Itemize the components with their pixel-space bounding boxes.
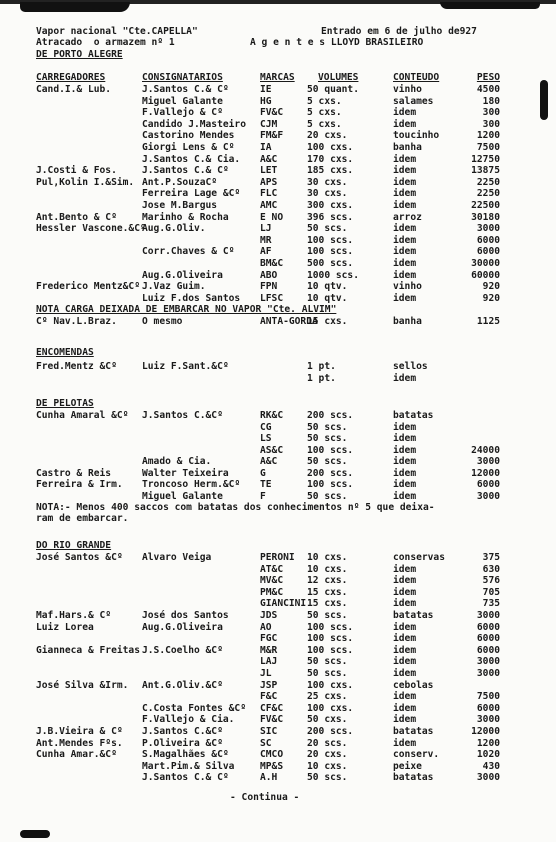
rio-grande-row-conteudo: peixe — [393, 760, 422, 772]
porto-alegre-row-conteudo: banha — [393, 142, 422, 153]
pelotas-row-volumes: 100 scs. — [307, 444, 354, 456]
porto-alegre-row-peso: 3000 — [476, 223, 500, 235]
porto-alegre-row-conteudo: idem — [393, 118, 417, 130]
rio-grande-row-carregador: J.B.Vieira & Cº — [36, 726, 123, 737]
porto-alegre-row-marca: AF — [260, 246, 272, 258]
rio-grande-row-marca: F&C — [260, 691, 278, 703]
pelotas-row-peso: 3000 — [476, 456, 500, 467]
rio-grande-row-conteudo: idem — [393, 621, 417, 633]
porto-alegre-row-volumes: 170 cxs. — [307, 153, 354, 165]
nota-carga-title: NOTA CARGA DEIXADA DE EMBARCAR NO VAPOR "Cte. ALVIM" — [36, 304, 337, 316]
rio-grande-row-conteudo: idem — [393, 691, 417, 703]
porto-alegre-row-peso: 13875 — [471, 165, 500, 177]
pelotas-row-consignatario: J.Santos C.&Cº — [142, 410, 223, 421]
porto-alegre-row-conteudo: idem — [393, 107, 417, 119]
rio-grande-row-peso: 3000 — [476, 668, 500, 679]
porto-alegre-row-volumes: 300 cxs. — [307, 200, 354, 211]
rio-grande-row-conteudo: idem — [393, 563, 417, 575]
rio-grande-row-conteudo: cebolas — [393, 679, 434, 691]
porto-alegre-row-conteudo: idem — [393, 153, 417, 165]
pelotas-row-conteudo: idem — [393, 490, 417, 502]
rio-grande-row-volumes: 100 cxs. — [307, 702, 354, 714]
porto-alegre-row-marca: FPN — [260, 281, 278, 293]
rio-grande-row-consignatario: S.Magalhães &Cº — [142, 749, 229, 761]
porto-alegre-row-conteudo: vinho — [393, 281, 422, 293]
pelotas-row-volumes: 50 scs. — [307, 490, 348, 502]
rio-grande-row-volumes: 50 scs. — [307, 656, 348, 668]
porto-alegre-row-marca: LJ — [260, 223, 272, 235]
porto-alegre-row-volumes: 100 scs. — [307, 246, 354, 258]
rio-grande-row-carregador: José Silva &Irm. — [36, 679, 129, 691]
rio-grande-row-conteudo: idem — [393, 633, 417, 645]
nota-carga-row-conteudo: banha — [393, 316, 422, 328]
rio-grande-row-marca: AT&C — [260, 563, 284, 575]
porto-alegre-row-consignatario: Aug.G.Oliveira — [142, 269, 223, 281]
rio-grande-row-consignatario: Aug.G.Oliveira — [142, 621, 223, 633]
porto-alegre-row-peso: 22500 — [471, 200, 500, 211]
porto-alegre-row-conteudo: idem — [393, 165, 417, 177]
rio-grande-row-marca: MV&C — [260, 575, 284, 587]
nota-carga-row-carregador: Cº Nav.L.Braz. — [36, 316, 117, 328]
nota-carga-row-peso: 1125 — [476, 316, 500, 328]
porto-alegre-row-volumes: 30 cxs. — [307, 176, 348, 188]
rio-grande-row-volumes: 200 scs. — [307, 726, 354, 737]
pelotas-row-conteudo: idem — [393, 433, 417, 444]
porto-alegre-row-marca: MR — [260, 234, 272, 246]
rio-grande-row-volumes: 100 scs. — [307, 633, 354, 645]
rio-grande-row-marca: JL — [260, 668, 272, 679]
porto-alegre-row-marca: ABO — [260, 269, 278, 281]
porto-alegre-row-consignatario: Jose M.Bargus — [142, 200, 218, 211]
rio-grande-row-consignatario: J.S.Coelho &Cº — [142, 644, 223, 656]
porto-alegre-row-peso: 30180 — [471, 211, 500, 223]
rio-grande-row-peso: 1200 — [476, 737, 500, 749]
pelotas-row-volumes: 50 scs. — [307, 421, 348, 433]
porto-alegre-row-conteudo: idem — [393, 258, 417, 269]
porto-alegre-row-conteudo: idem — [393, 234, 417, 246]
entry-date: Entrado em 6 de julho de927 — [321, 26, 477, 37]
rio-grande-row-volumes: 50 cxs. — [307, 714, 348, 726]
rio-grande-row-marca: AO — [260, 621, 272, 633]
rio-grande-row-peso: 6000 — [476, 633, 500, 645]
rio-grande-row-peso: 1020 — [476, 749, 500, 761]
pelotas-row-conteudo: idem — [393, 479, 417, 490]
origin-porto-alegre: DE PORTO ALEGRE — [36, 49, 123, 60]
column-header-peso: PESO — [476, 72, 500, 83]
encomendas-row-volumes: 1 pt. — [307, 361, 336, 372]
rio-grande-row-peso: 6000 — [476, 702, 500, 714]
rio-grande-row-marca: SIC — [260, 726, 278, 737]
porto-alegre-row-marca: E NO — [260, 211, 284, 223]
rio-grande-row-carregador: Luiz Lorea — [36, 621, 94, 633]
rio-grande-row-marca: CMCO — [260, 749, 284, 761]
porto-alegre-row-volumes: 30 cxs. — [307, 188, 348, 200]
pelotas-row-marca: F — [260, 490, 266, 502]
porto-alegre-row-volumes: 50 quant. — [307, 84, 359, 95]
porto-alegre-row-marca: APS — [260, 176, 278, 188]
rio-grande-row-consignatario: Ant.G.Oliv.&Cº — [142, 679, 223, 691]
porto-alegre-row-conteudo: idem — [393, 223, 417, 235]
porto-alegre-row-peso: 2250 — [476, 188, 500, 200]
rio-grande-row-conteudo: idem — [393, 598, 417, 610]
porto-alegre-row-carregador: Cand.I.& Lub. — [36, 84, 112, 95]
porto-alegre-row-volumes: 5 cxs. — [307, 107, 342, 119]
column-header-marca: MARCAS — [260, 72, 295, 83]
porto-alegre-row-marca: IE — [260, 84, 272, 95]
porto-alegre-row-consignatario: Ant.P.SouzaCº — [142, 176, 218, 188]
pelotas-row-consignatario: Amado & Cia. — [142, 456, 212, 467]
rio-grande-row-volumes: 50 scs. — [307, 772, 348, 784]
porto-alegre-row-volumes: 50 scs. — [307, 223, 348, 235]
porto-alegre-row-consignatario: Castorino Mendes — [142, 130, 235, 142]
porto-alegre-row-conteudo: vinho — [393, 84, 422, 95]
porto-alegre-row-volumes: 5 cxs. — [307, 118, 342, 130]
porto-alegre-row-peso: 180 — [482, 95, 500, 107]
rio-grande-row-volumes: 15 cxs. — [307, 586, 348, 598]
pelotas-row-marca: A&C — [260, 456, 278, 467]
rio-grande-row-consignatario: Mart.Pim.& Silva — [142, 760, 235, 772]
pelotas-nota: NOTA:- Menos 400 saccos com batatas dos conhecimentos nº 5 que deixa- — [36, 502, 435, 513]
rio-grande-row-consignatario: J.Santos C.&Cº — [142, 726, 223, 737]
porto-alegre-row-consignatario: J.Santos C.& Cia. — [142, 153, 241, 165]
rio-grande-row-volumes: 50 scs. — [307, 668, 348, 679]
rio-grande-row-marca: JSP — [260, 679, 278, 691]
section-encomendas: ENCOMENDAS — [36, 347, 94, 358]
porto-alegre-row-peso: 1200 — [476, 130, 500, 142]
pelotas-row-conteudo: idem — [393, 467, 417, 479]
rio-grande-row-peso: 3000 — [476, 656, 500, 668]
porto-alegre-row-marca: AMC — [260, 200, 278, 211]
rio-grande-row-peso: 576 — [482, 575, 500, 587]
pelotas-row-conteudo: idem — [393, 444, 417, 456]
porto-alegre-row-carregador: Frederico Mentz&Cº — [36, 281, 140, 293]
pelotas-row-marca: TE — [260, 479, 272, 490]
porto-alegre-row-marca: HG — [260, 95, 272, 107]
rio-grande-row-carregador: Cunha Amar.&Cº — [36, 749, 117, 761]
porto-alegre-row-marca: A&C — [260, 153, 278, 165]
pelotas-row-peso: 24000 — [471, 444, 500, 456]
porto-alegre-row-peso: 60000 — [471, 269, 500, 281]
pelotas-row-marca: RK&C — [260, 410, 284, 421]
pelotas-nota-cont: ram de embarcar. — [36, 513, 129, 524]
rio-grande-row-peso: 3000 — [476, 610, 500, 621]
porto-alegre-row-volumes: 5 cxs. — [307, 95, 342, 107]
porto-alegre-row-consignatario: Miguel Galante — [142, 95, 223, 107]
rio-grande-row-conteudo: idem — [393, 644, 417, 656]
porto-alegre-row-marca: CJM — [260, 118, 278, 130]
rio-grande-row-volumes: 100 scs. — [307, 644, 354, 656]
porto-alegre-row-marca: FV&C — [260, 107, 284, 119]
rio-grande-row-conteudo: idem — [393, 656, 417, 668]
rio-grande-row-conteudo: batatas — [393, 610, 434, 621]
porto-alegre-row-marca: BM&C — [260, 258, 284, 269]
rio-grande-row-conteudo: idem — [393, 737, 417, 749]
nota-carga-row-marca: ANTA-GORDA — [260, 316, 318, 328]
porto-alegre-row-conteudo: arroz — [393, 211, 422, 223]
pelotas-row-peso: 12000 — [471, 467, 500, 479]
rio-grande-row-volumes: 20 scs. — [307, 737, 348, 749]
rio-grande-row-peso: 3000 — [476, 772, 500, 784]
porto-alegre-row-consignatario: Marinho & Rocha — [142, 211, 229, 223]
rio-grande-row-conteudo: batatas — [393, 772, 434, 784]
porto-alegre-row-peso: 920 — [482, 281, 500, 293]
porto-alegre-row-volumes: 10 qtv. — [307, 281, 348, 293]
porto-alegre-row-volumes: 100 scs. — [307, 234, 354, 246]
rio-grande-row-peso: 430 — [482, 760, 500, 772]
porto-alegre-row-peso: 920 — [482, 292, 500, 304]
porto-alegre-row-peso: 7500 — [476, 142, 500, 153]
porto-alegre-row-carregador: Pul,Kolin I.&Sim. — [36, 176, 135, 188]
rio-grande-row-peso: 375 — [482, 552, 500, 563]
pelotas-row-conteudo: batatas — [393, 410, 434, 421]
nota-carga-row-volumes: 15 cxs. — [307, 316, 348, 328]
nota-carga-row-consignatario: O mesmo — [142, 316, 183, 328]
porto-alegre-row-consignatario: J.Santos C.& Cº — [142, 165, 229, 177]
pelotas-row-carregador: Cunha Amaral &Cº — [36, 410, 129, 421]
column-header-carregador: CARREGADORES — [36, 72, 106, 83]
rio-grande-row-consignatario: P.Oliveira &Cº — [142, 737, 223, 749]
scan-edge-topright — [440, 2, 540, 9]
pelotas-row-marca: CG — [260, 421, 272, 433]
encomendas-row-carregador: Fred.Mentz &Cº — [36, 361, 117, 372]
column-header-conteudo: CONTEUDO — [393, 72, 440, 83]
rio-grande-row-peso: 6000 — [476, 644, 500, 656]
pelotas-row-volumes: 50 scs. — [307, 456, 348, 467]
pelotas-row-consignatario: Walter Teixeira — [142, 467, 229, 479]
porto-alegre-row-consignatario: Aug.G.Oliv. — [142, 223, 206, 235]
porto-alegre-row-peso: 12750 — [471, 153, 500, 165]
rio-grande-row-carregador: Maf.Hars.& Cº — [36, 610, 112, 621]
rio-grande-row-conteudo: conservas — [393, 552, 445, 563]
pelotas-row-consignatario: Miguel Galante — [142, 490, 223, 502]
rio-grande-row-marca: JDS — [260, 610, 278, 621]
porto-alegre-row-carregador: Ant.Bento & Cº — [36, 211, 117, 223]
rio-grande-row-volumes: 10 cxs. — [307, 563, 348, 575]
rio-grande-row-carregador: Ant.Mendes Fºs. — [36, 737, 123, 749]
porto-alegre-row-carregador: J.Costi & Fos. — [36, 165, 117, 177]
rio-grande-row-conteudo: batatas — [393, 726, 434, 737]
porto-alegre-row-volumes: 1000 scs. — [307, 269, 359, 281]
encomendas-row-volumes: 1 pt. — [307, 372, 336, 384]
porto-alegre-row-consignatario: Luiz F.dos Santos — [142, 292, 241, 304]
rio-grande-row-consignatario: J.Santos C.& Cº — [142, 772, 229, 784]
rio-grande-row-carregador: José Santos &Cº — [36, 552, 123, 563]
rio-grande-row-peso: 630 — [482, 563, 500, 575]
pelotas-row-marca: LS — [260, 433, 272, 444]
rio-grande-row-volumes: 12 cxs. — [307, 575, 348, 587]
rio-grande-row-volumes: 20 cxs. — [307, 749, 348, 761]
rio-grande-row-consignatario: C.Costa Fontes &Cº — [142, 702, 246, 714]
rio-grande-row-conteudo: idem — [393, 575, 417, 587]
rio-grande-row-conteudo: conserv. — [393, 749, 440, 761]
rio-grande-row-marca: CF&C — [260, 702, 284, 714]
rio-grande-row-carregador: Gianneca & Freitas — [36, 644, 140, 656]
agents: A g e n t e s LLOYD BRASILEIRO — [250, 37, 424, 48]
pelotas-row-marca: AS&C — [260, 444, 284, 456]
porto-alegre-row-carregador: Hessler Vascone.&Cº — [36, 223, 146, 235]
rio-grande-row-marca: GIANCINI — [260, 598, 307, 610]
porto-alegre-row-volumes: 396 scs. — [307, 211, 354, 223]
rio-grande-row-conteudo: idem — [393, 586, 417, 598]
rio-grande-row-volumes: 100 cxs. — [307, 679, 354, 691]
rio-grande-row-peso: 7500 — [476, 691, 500, 703]
scan-mark-right — [540, 80, 548, 120]
porto-alegre-row-conteudo: toucinho — [393, 130, 440, 142]
porto-alegre-row-conteudo: idem — [393, 292, 417, 304]
porto-alegre-row-conteudo: idem — [393, 188, 417, 200]
porto-alegre-row-peso: 6000 — [476, 246, 500, 258]
porto-alegre-row-volumes: 20 cxs. — [307, 130, 348, 142]
continua-footer: - Continua - — [230, 792, 300, 803]
pelotas-row-conteudo: idem — [393, 421, 417, 433]
rio-grande-row-marca: SC — [260, 737, 272, 749]
section-pelotas: DE PELOTAS — [36, 398, 94, 409]
scan-edge-topleft — [20, 2, 130, 12]
pelotas-row-volumes: 200 scs. — [307, 410, 354, 421]
rio-grande-row-peso: 6000 — [476, 621, 500, 633]
pelotas-row-volumes: 50 scs. — [307, 433, 348, 444]
porto-alegre-row-volumes: 500 scs. — [307, 258, 354, 269]
pelotas-row-marca: G — [260, 467, 266, 479]
porto-alegre-row-peso: 2250 — [476, 176, 500, 188]
rio-grande-row-marca: A.H — [260, 772, 278, 784]
pelotas-row-peso: 3000 — [476, 490, 500, 502]
encomendas-row-consignatario: Luiz F.Sant.&Cº — [142, 361, 229, 372]
porto-alegre-row-consignatario: J.Vaz Guim. — [142, 281, 206, 293]
rio-grande-row-consignatario: José dos Santos — [142, 610, 229, 621]
rio-grande-row-marca: M&R — [260, 644, 278, 656]
rio-grande-row-conteudo: idem — [393, 668, 417, 679]
encomendas-row-conteudo: sellos — [393, 361, 428, 372]
rio-grande-row-volumes: 10 cxs. — [307, 760, 348, 772]
rio-grande-row-marca: LAJ — [260, 656, 278, 668]
pelotas-row-volumes: 100 scs. — [307, 479, 354, 490]
rio-grande-row-peso: 3000 — [476, 714, 500, 726]
pelotas-row-carregador: Castro & Reis — [36, 467, 112, 479]
berth-info: Atracado o armazem nº 1 — [36, 37, 175, 48]
pelotas-row-volumes: 200 scs. — [307, 467, 354, 479]
porto-alegre-row-peso: 30000 — [471, 258, 500, 269]
encomendas-row-conteudo: idem — [393, 372, 417, 384]
porto-alegre-row-marca: FLC — [260, 188, 278, 200]
rio-grande-row-volumes: 10 cxs. — [307, 552, 348, 563]
porto-alegre-row-marca: FM&F — [260, 130, 284, 142]
porto-alegre-row-conteudo: idem — [393, 246, 417, 258]
rio-grande-row-volumes: 15 cxs. — [307, 598, 348, 610]
rio-grande-row-consignatario: F.Vallejo & Cia. — [142, 714, 235, 726]
rio-grande-row-conteudo: idem — [393, 702, 417, 714]
porto-alegre-row-volumes: 10 qtv. — [307, 292, 348, 304]
scan-mark-bottom — [20, 830, 50, 838]
column-header-volumes: VOLUMES — [318, 72, 359, 83]
rio-grande-row-volumes: 50 scs. — [307, 610, 348, 621]
porto-alegre-row-marca: LFSC — [260, 292, 284, 304]
pelotas-row-peso: 6000 — [476, 479, 500, 490]
rio-grande-row-peso: 735 — [482, 598, 500, 610]
porto-alegre-row-conteudo: salames — [393, 95, 434, 107]
rio-grande-row-conteudo: idem — [393, 714, 417, 726]
porto-alegre-row-peso: 6000 — [476, 234, 500, 246]
rio-grande-row-peso: 12000 — [471, 726, 500, 737]
pelotas-row-consignatario: Troncoso Herm.&Cº — [142, 479, 241, 490]
porto-alegre-row-peso: 300 — [482, 107, 500, 119]
rio-grande-row-marca: MP&S — [260, 760, 284, 772]
porto-alegre-row-marca: IA — [260, 142, 272, 153]
rio-grande-row-marca: PERONI — [260, 552, 295, 563]
column-header-consignatario: CONSIGNATARIOS — [142, 72, 223, 83]
porto-alegre-row-consignatario: Candido J.Masteiro — [142, 118, 246, 130]
section-rio-grande: DO RIO GRANDE — [36, 540, 112, 551]
rio-grande-row-peso: 705 — [482, 586, 500, 598]
porto-alegre-row-consignatario: Ferreira Lage &Cº — [142, 188, 241, 200]
porto-alegre-row-consignatario: Giorgi Lens & Cº — [142, 142, 235, 153]
rio-grande-row-marca: FGC — [260, 633, 278, 645]
rio-grande-row-volumes: 25 cxs. — [307, 691, 348, 703]
porto-alegre-row-volumes: 185 cxs. — [307, 165, 354, 177]
pelotas-row-conteudo: idem — [393, 456, 417, 467]
porto-alegre-row-conteudo: idem — [393, 269, 417, 281]
porto-alegre-row-consignatario: Corr.Chaves & Cº — [142, 246, 235, 258]
porto-alegre-row-volumes: 100 cxs. — [307, 142, 354, 153]
rio-grande-row-marca: FV&C — [260, 714, 284, 726]
rio-grande-row-marca: PM&C — [260, 586, 284, 598]
vessel-name: Vapor nacional "Cte.CAPELLA" — [36, 26, 198, 37]
porto-alegre-row-conteudo: idem — [393, 176, 417, 188]
pelotas-row-carregador: Ferreira & Irm. — [36, 479, 123, 490]
porto-alegre-row-conteudo: idem — [393, 200, 417, 211]
porto-alegre-row-consignatario: J.Santos C.& Cº — [142, 84, 229, 95]
porto-alegre-row-peso: 4500 — [476, 84, 500, 95]
porto-alegre-row-peso: 300 — [482, 118, 500, 130]
rio-grande-row-consignatario: Alvaro Veiga — [142, 552, 212, 563]
porto-alegre-row-marca: LET — [260, 165, 278, 177]
rio-grande-row-volumes: 100 scs. — [307, 621, 354, 633]
porto-alegre-row-consignatario: F.Vallejo & Cº — [142, 107, 223, 119]
